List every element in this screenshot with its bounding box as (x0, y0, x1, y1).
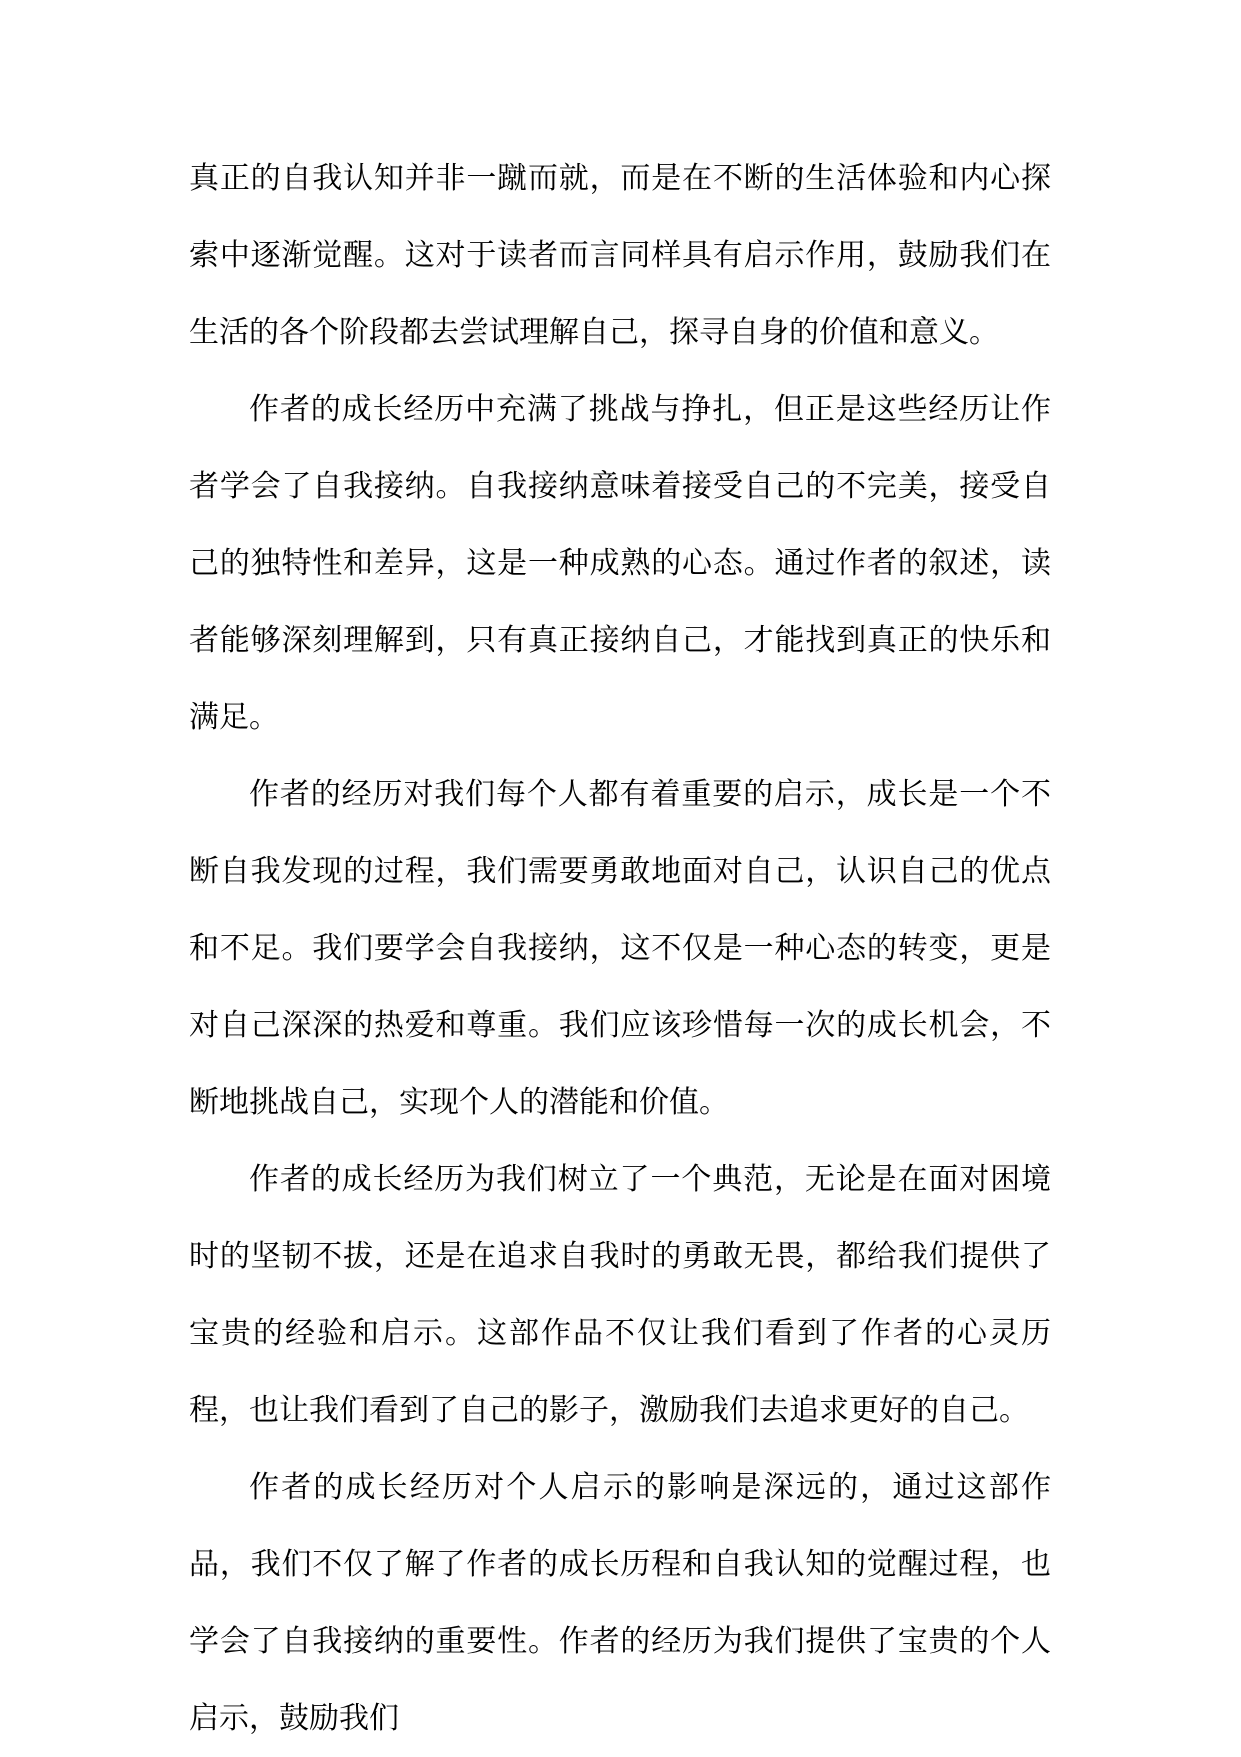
paragraph-profound-impact: 作者的成长经历对个人启示的影响是深远的，通过这部作品，我们不仅了解了作者的成长历程和自我认知的觉醒过程，也学会了自我接纳的重要性。作者的经历为我们提供了宝贵的个人启示，鼓励我们 (189, 1470, 1051, 1736)
paragraph-growth-enlightenment: 作者的经历对我们每个人都有着重要的启示，成长是一个不断自我发现的过程，我们需要勇敢地面对自己，认识自己的优点和不足。我们要学会自我接纳，这不仅是一种心态的转变，更是对自己深深的热爱和尊重。我们应该珍惜每一次的成长机会，不断地挑战自己，实现个人的潜能和价值。 (189, 777, 1051, 1120)
paragraph-self-awareness: 真正的自我认知并非一蹴而就，而是在不断的生活体验和内心探索中逐渐觉醒。这对于读者而言同样具有启示作用，鼓励我们在生活的各个阶段都去尝试理解自己，探寻自身的价值和意义。 (189, 161, 1051, 350)
paragraph-role-model: 作者的成长经历为我们树立了一个典范，无论是在面对困境时的坚韧不拔，还是在追求自我时的勇敢无畏，都给我们提供了宝贵的经验和启示。这部作品不仅让我们看到了作者的心灵历程，也让我们看到了自己的影子，激励我们去追求更好的自己。 (189, 1162, 1051, 1428)
document-body (189, 140, 1051, 1757)
paragraph-self-acceptance: 作者的成长经历中充满了挑战与挣扎，但正是这些经历让作者学会了自我接纳。自我接纳意味着接受自己的不完美，接受自己的独特性和差异，这是一种成熟的心态。通过作者的叙述，读者能够深刻理解到，只有真正接纳自己，才能找到真正的快乐和满足。 (189, 392, 1051, 735)
